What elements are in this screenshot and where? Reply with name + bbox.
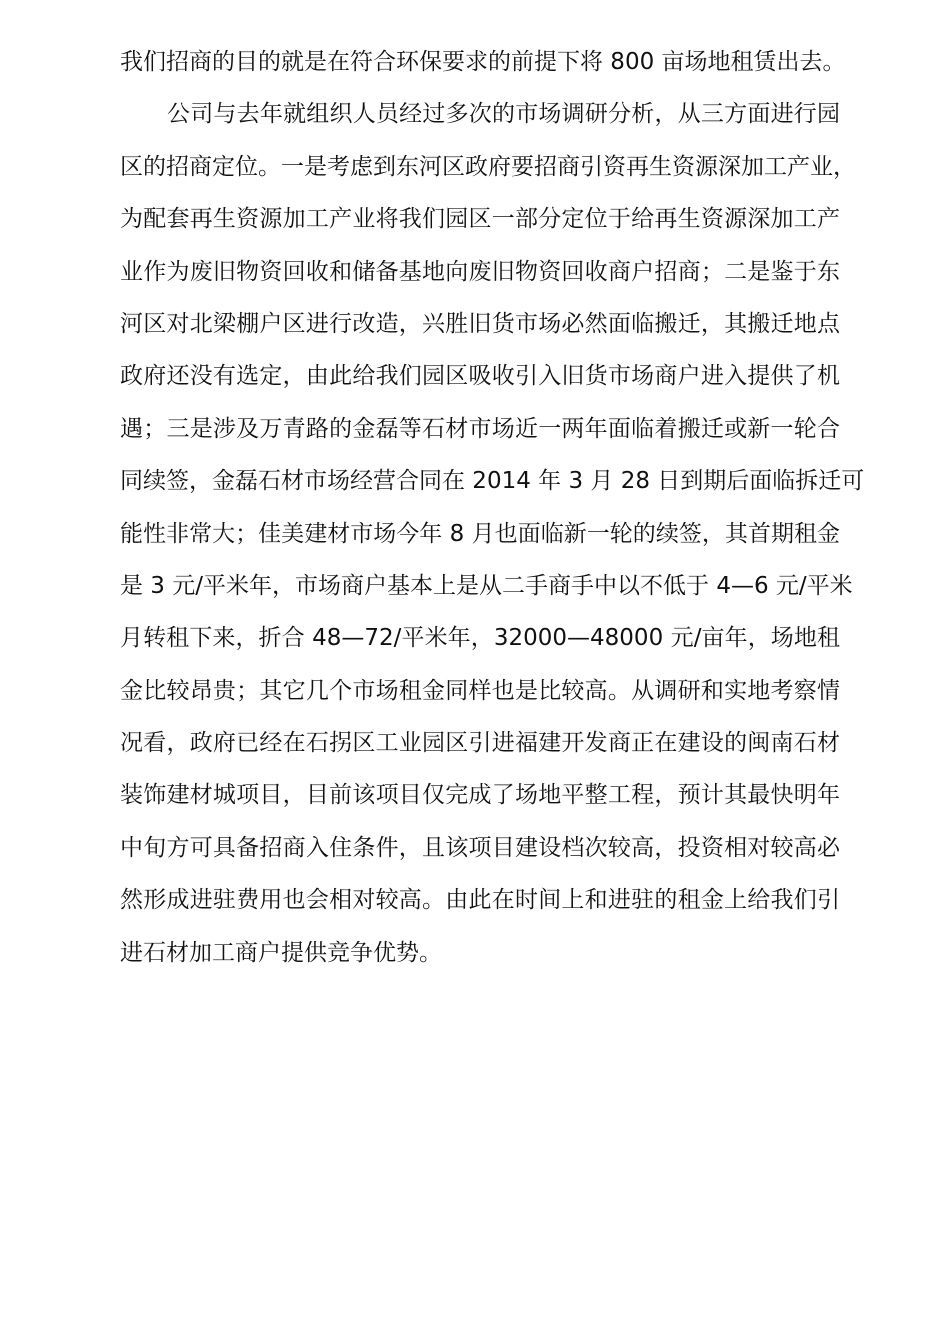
paragraph-line: 然形成进驻费用也会相对较高。由此在时间上和进驻的租金上给我们引 [120, 887, 840, 914]
paragraph-line: 装饰建材城项目，目前该项目仅完成了场地平整工程，预计其最快明年 [120, 782, 840, 809]
paragraph-line: 同续签，金磊石材市场经营合同在 2014 年 3 月 28 日到期后面临拆迁可 [120, 468, 865, 495]
paragraph-line: 况看，政府已经在石拐区工业园区引进福建开发商正在建设的闽南石材 [120, 730, 840, 757]
paragraph-line: 月转租下来，折合 48—72/平米年，32000—48000 元/亩年，场地租 [120, 625, 840, 652]
paragraph-line: 业作为废旧物资回收和储备基地向废旧物资回收商户招商；二是鉴于东 [120, 258, 840, 285]
paragraph-line: 金比较昂贵；其它几个市场租金同样也是比较高。从调研和实地考察情 [120, 677, 840, 704]
paragraph-line: 中旬方可具备招商入住条件，且该项目建设档次较高，投资相对较高必 [120, 834, 840, 861]
paragraph-line: 区的招商定位。一是考虑到东河区政府要招商引资再生资源深加工产业， [120, 153, 856, 180]
paragraph-line: 我们招商的目的就是在符合环保要求的前提下将 800 亩场地租赁出去。 [120, 49, 846, 75]
paragraph-line: 能性非常大；佳美建材市场今年 8 月也面临新一轮的续签，其首期租金 [120, 520, 840, 547]
paragraph-line: 为配套再生资源加工产业将我们园区一部分定位于给再生资源深加工产 [120, 206, 840, 233]
paragraph-line: 公司与去年就组织人员经过多次的市场调研分析，从三方面进行园 [167, 101, 840, 128]
document-body [120, 36, 865, 979]
paragraph-line: 进石材加工商户提供竞争优势。 [120, 939, 442, 966]
paragraph-line: 是 3 元/平米年，市场商户基本上是从二手商手中以不低于 4—6 元/平米 [120, 572, 853, 599]
paragraph-line: 政府还没有选定，由此给我们园区吸收引入旧货市场商户进入提供了机 [120, 363, 840, 390]
paragraph-line: 遇；三是涉及万青路的金磊等石材市场近一两年面临着搬迁或新一轮合 [120, 415, 840, 442]
paragraph-line: 河区对北梁棚户区进行改造，兴胜旧货市场必然面临搬迁，其搬迁地点 [120, 310, 840, 337]
